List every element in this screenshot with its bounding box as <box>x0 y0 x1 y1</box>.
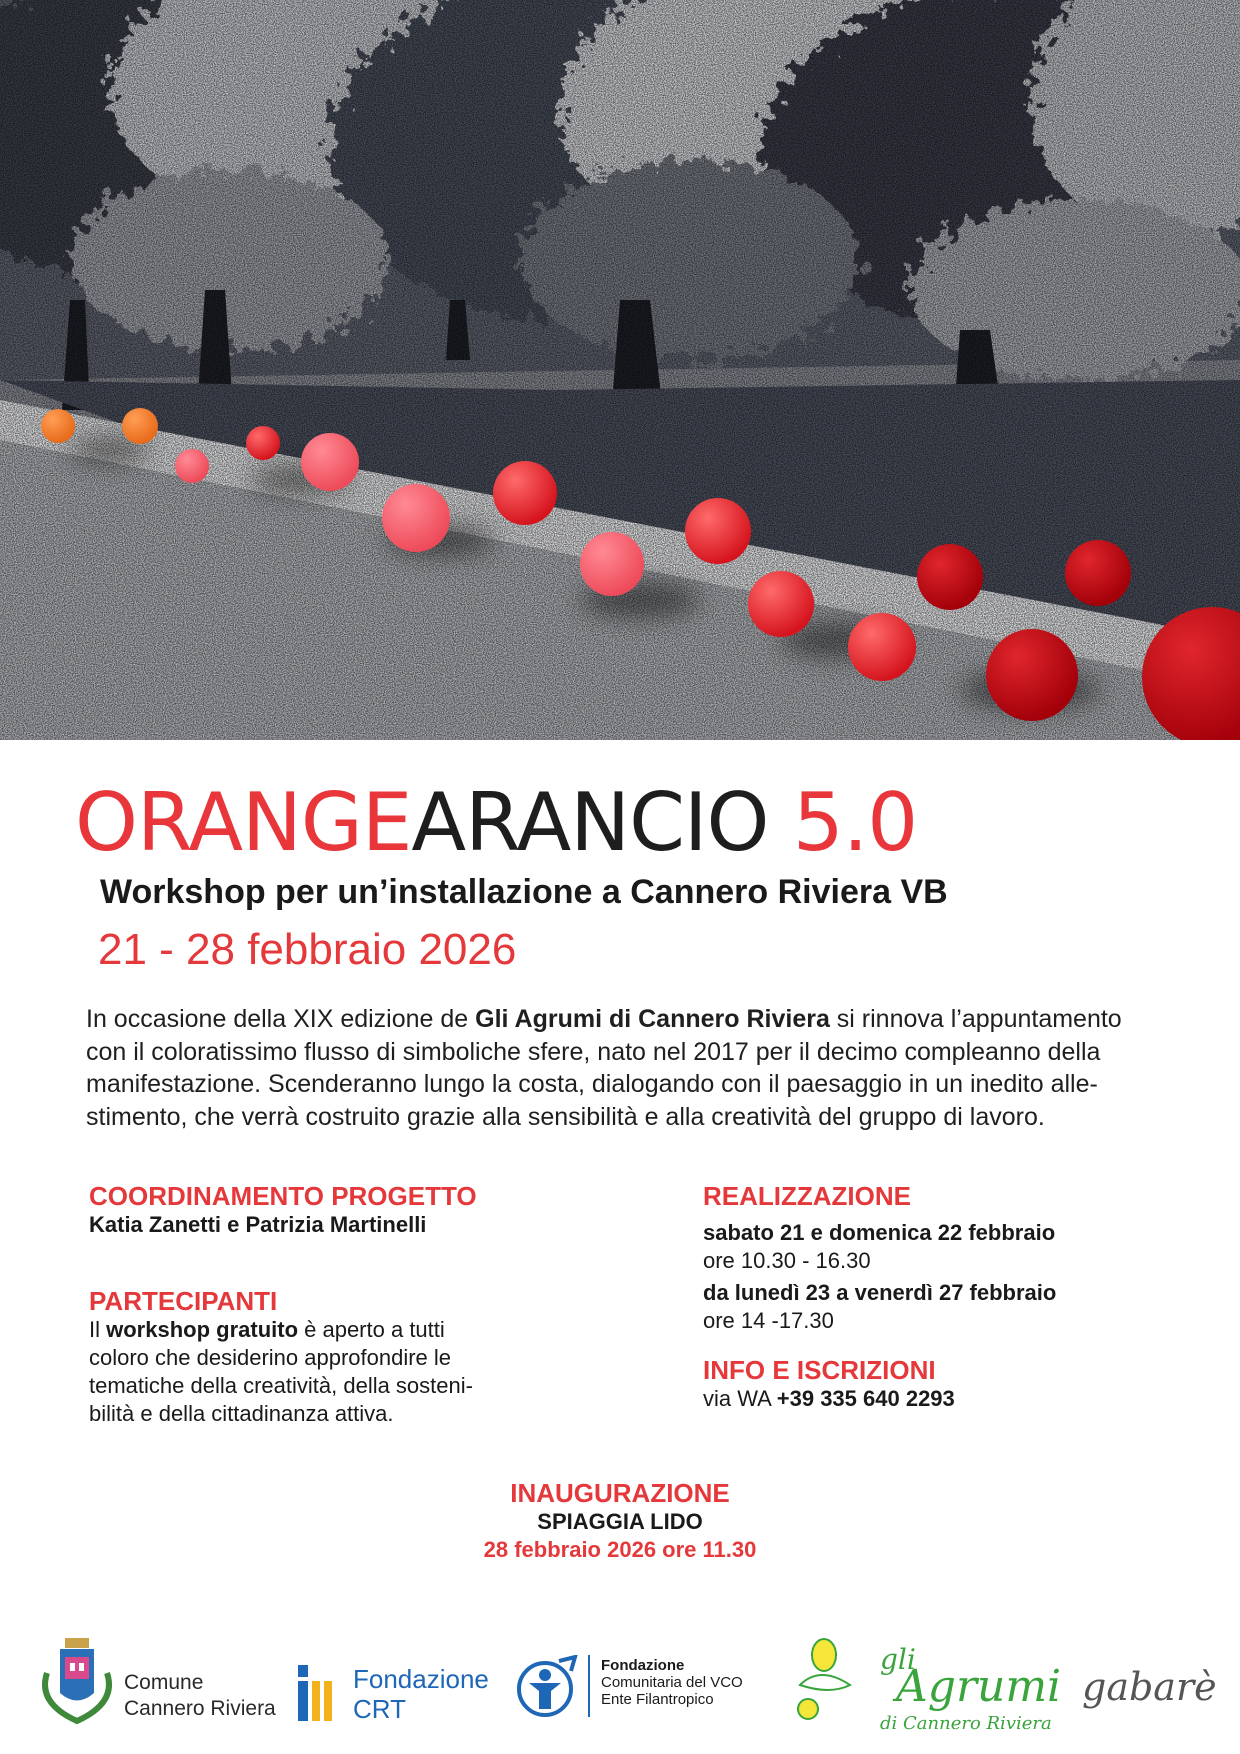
sponsor-logos <box>0 1615 1240 1735</box>
agrumi-title: Agrumi <box>896 1661 1062 1712</box>
inaugurazione-place: SPIAGGIA LIDO <box>537 1509 703 1534</box>
poster-title <box>75 776 918 869</box>
fcv-divider <box>588 1655 590 1717</box>
fcv-person-icon <box>515 1655 579 1719</box>
lemon-icon <box>790 1625 880 1725</box>
crt-line-2: CRT <box>353 1694 406 1724</box>
title-arancio: ARANCIO <box>411 776 769 869</box>
inaugurazione-block <box>0 1478 1240 1564</box>
comune-text <box>124 1670 276 1722</box>
agrumi-subtitle: di Cannero Riviera <box>880 1713 1052 1734</box>
coat-of-arms-icon <box>32 1633 122 1725</box>
info-contact <box>703 1385 1203 1413</box>
inaugurazione-when: 28 febbraio 2026 ore 11.30 <box>483 1537 757 1562</box>
partecipanti-line-4: bilità e della cittadinanza attiva. <box>89 1401 394 1426</box>
realizzazione-time-2: ore 14 -17.30 <box>703 1308 834 1333</box>
fcv-line-3: Ente Filantropico <box>601 1691 714 1708</box>
intro-line-2: con il coloratissimo flusso di simboliche sfere, nato nel 2017 per il decimo compleanno della <box>86 1037 1101 1066</box>
partecipanti-text: Il <box>89 1317 107 1342</box>
comune-logo <box>32 1633 122 1730</box>
inaugurazione-heading: INAUGURAZIONE <box>510 1478 730 1508</box>
intro-paragraph <box>86 1003 1236 1133</box>
realizzazione-date-2: da lunedì 23 a venerdì 27 febbraio <box>703 1280 1057 1305</box>
realizzazione-time-1: ore 10.30 - 16.30 <box>703 1248 871 1273</box>
crt-line-1: Fondazione <box>353 1664 489 1694</box>
intro-bold-event: Gli Agrumi di Cannero Riviera <box>475 1005 830 1033</box>
coordinamento-names: Katia Zanetti e Patrizia Martinelli <box>89 1212 427 1237</box>
agrumi-gli: gli <box>880 1643 916 1676</box>
fcv-line-2: Comunitaria del VCO <box>601 1674 743 1691</box>
agrumi-decor <box>790 1625 880 1730</box>
gabare-logo: gabarè <box>1082 1665 1217 1709</box>
partecipanti-line-1 <box>89 1316 559 1344</box>
fcv-text <box>601 1657 743 1708</box>
hero-photo <box>0 0 1240 740</box>
info-via: via WA <box>703 1386 777 1411</box>
title-orange: ORANGE <box>75 776 412 869</box>
intro-text: si rinnova l’appuntamento <box>829 1005 1122 1033</box>
partecipanti-text: è aperto a tutti <box>298 1317 445 1342</box>
info-phone: +39 335 640 2293 <box>776 1386 955 1411</box>
fcv-line-1: Fondazione <box>601 1657 685 1674</box>
intro-line-4: stimento, che verrà costruito grazie alla sensibilità e alla creatività del gruppo di lavoro. <box>86 1102 1045 1131</box>
intro-text: In occasione della XIX edizione de <box>86 1005 476 1033</box>
comune-line-2: Cannero Riviera <box>124 1697 276 1720</box>
partecipanti-bold: workshop gratuito <box>106 1317 299 1342</box>
left-column <box>89 1181 559 1428</box>
fcv-logo <box>515 1655 579 1724</box>
right-column <box>703 1181 1203 1413</box>
crt-bars-icon <box>298 1665 334 1721</box>
partecipanti-heading: PARTECIPANTI <box>89 1286 278 1316</box>
partecipanti-line-2: coloro che desiderino approfondire le <box>89 1345 452 1370</box>
landscape-illustration <box>0 0 1240 740</box>
subtitle: Workshop per un’installazione a Cannero Riviera VB <box>100 873 948 911</box>
intro-line-1 <box>86 1003 1236 1036</box>
comune-line-1: Comune <box>124 1671 204 1694</box>
coordinamento-heading: COORDINAMENTO PROGETTO <box>89 1181 477 1211</box>
info-heading: INFO E ISCRIZIONI <box>703 1355 936 1385</box>
partecipanti-line-3: tematiche della creatività, della sosteni- <box>89 1373 473 1398</box>
crt-text <box>353 1664 489 1724</box>
event-dates: 21 - 28 febbraio 2026 <box>98 925 517 974</box>
title-version: 5.0 <box>768 776 918 869</box>
crt-logo <box>298 1665 334 1726</box>
realizzazione-date-1: sabato 21 e domenica 22 febbraio <box>703 1220 1056 1245</box>
realizzazione-heading: REALIZZAZIONE <box>703 1181 911 1211</box>
intro-line-3: manifestazione. Scenderanno lungo la costa, dialogando con il paesaggio in un inedito alle- <box>86 1070 1098 1098</box>
